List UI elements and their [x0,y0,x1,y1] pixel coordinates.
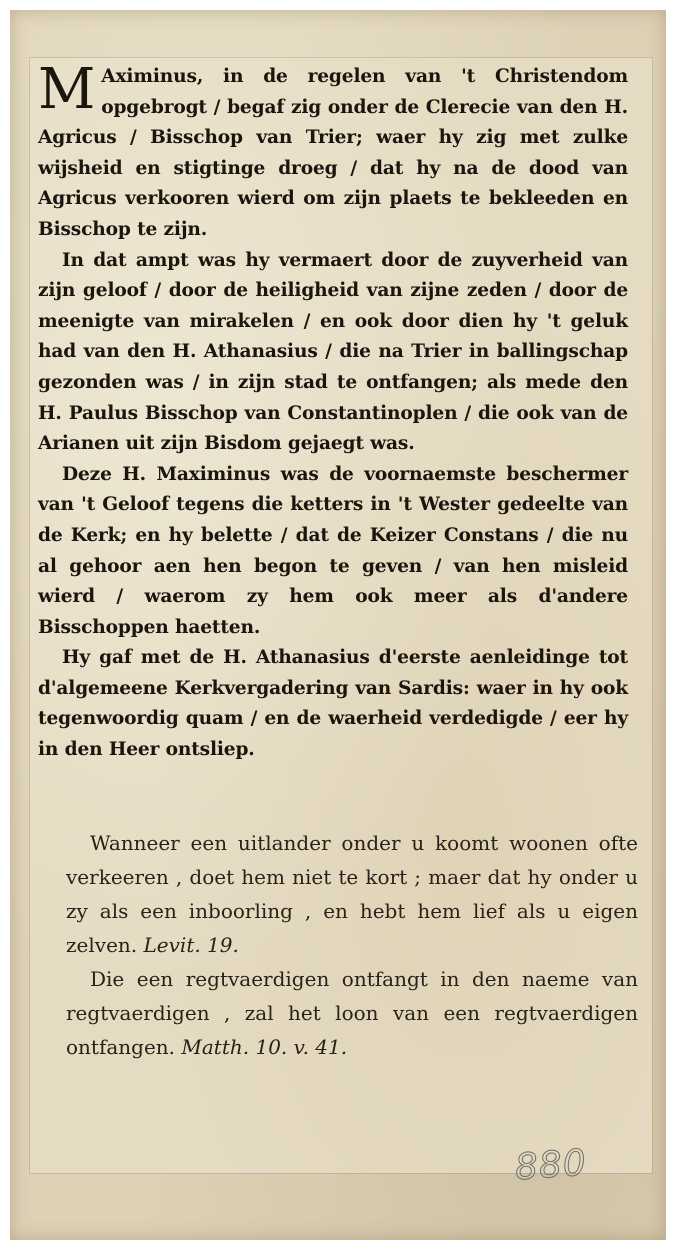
scripture-quote-2 [66,962,638,1064]
legend-paragraph-4: Hy gaf met de H. Athanasius d'eerste aenleidinge tot d'algemeene Kerkvergadering van Sardis: waer in hy ook tegenwoordig quam / en de waerheid verdedigde / eer hy in den Heer ontsliep. [38,647,628,761]
scripture-quote-1-text: Wanneer een uitlander onder u koomt woonen ofte verkeeren , doet hem niet te kort ; maer dat hy onder u zy als een inboorling , en hebt hem lief als u eigen zelven. [66,831,638,957]
handwritten-number: 880 [513,1142,589,1189]
drop-cap: M [38,57,96,122]
scripture-quote-1 [66,826,638,962]
legend-paragraph-1 [38,57,628,246]
legend-paragraph-3: Deze H. Maximinus was de voornaemste beschermer van 't Geloof tegens die ketters in 't Wester gedeelte van de Kerk; en hy belette / dat de Keizer Constans / die nu al gehoor aen hen begon te geven / van hen misleid wierd / waerom zy hem ook meer als d'andere Bisschoppen haetten. [38,463,628,638]
legend-paragraph-1-text: Aximinus, in de regelen van 't Christendom opgebrogt / begaf zig onder de Clerecie van den H. Agricus / Bisschop van Trier; waer hy zig met zulke wijsheid en stigtinge droeg / dat hy na de dood van Agricus verkooren wierd om zijn plaets te bekleeden en Bisschop te zijn. [38,66,628,240]
scripture-quote-2-text: Die een regtvaerdigen ontfangt in den naeme van regtvaerdigen , zal het loon van een regtvaerdigen ontfangen. [66,967,638,1059]
saint-legend [38,57,628,766]
scripture-citation-1: Levit. 19. [143,933,239,957]
legend-paragraph-2: In dat ampt was hy vermaert door de zuyverheid van zijn geloof / door de heiligheid van zijne zeden / door de meenigte van mirakelen / en ook door dien hy 't geluk had van den H. Athanasius / die na Trier in ballingschap gezonden was / in zijn stad te ontfangen; als mede den H. Paulus Bisschop van Constantinoplen / die ook van de Arianen uit zijn Bisdom gejaegt was. [38,249,628,455]
scripture-quotes [66,826,638,1064]
scripture-citation-2: Matth. 10. v. 41. [181,1035,348,1059]
